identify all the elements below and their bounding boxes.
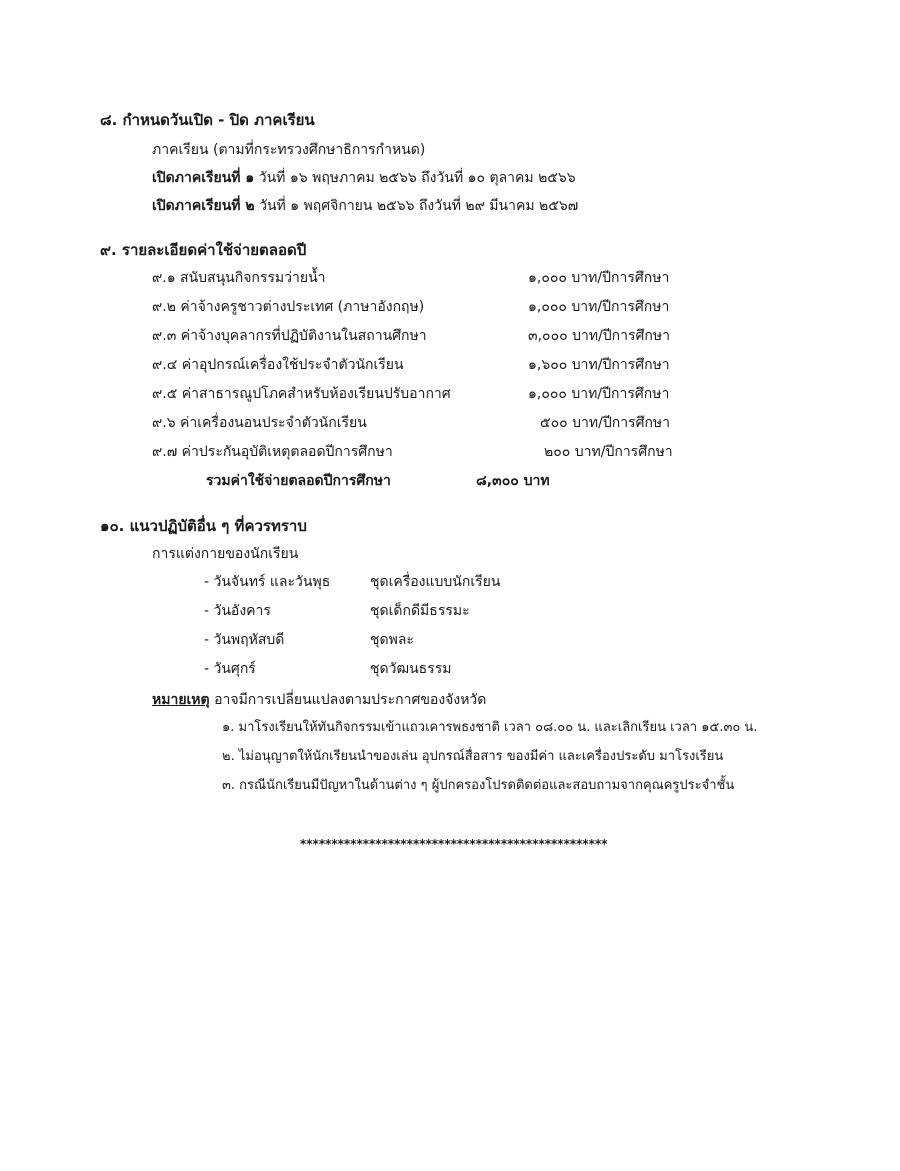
dress-day: - วันอังคาร xyxy=(204,603,271,619)
cost-item-amount: ๑,๖๐๐ บาท/ปีการศึกษา xyxy=(528,357,670,373)
section8-heading: ๘. กำหนดวันเปิด - ปิด ภาคเรียน xyxy=(100,111,315,129)
cost-item-label: ๙.๑ สนับสนุนกิจกรรมว่ายน้ำ xyxy=(152,270,326,286)
dress-outfit: ชุดเด็กดีมีธรรมะ xyxy=(370,603,470,619)
rule-item: ๒. ไม่อนุญาตให้นักเรียนนำของเล่น อุปกรณ์สื่อสาร ของมีค่า และเครื่องประดับ มาโรงเรียน xyxy=(222,749,724,764)
cost-item-label: ๙.๔ ค่าอุปกรณ์เครื่องใช้ประจำตัวนักเรียน xyxy=(152,357,404,373)
cost-item-amount: ๑,๐๐๐ บาท/ปีการศึกษา xyxy=(528,386,670,402)
cost-item-amount: ๑,๐๐๐ บาท/ปีการศึกษา xyxy=(528,299,670,315)
cost-item-amount: ๓,๐๐๐ บาท/ปีการศึกษา xyxy=(528,328,670,344)
section8-subtitle: ภาคเรียน (ตามที่กระทรวงศึกษาธิการกำหนด) xyxy=(152,142,426,158)
cost-item-amount: ๒๐๐ บาท/ปีการศึกษา xyxy=(544,444,673,460)
note-label: หมายเหตุ xyxy=(152,692,210,708)
dress-title: การแต่งกายของนักเรียน xyxy=(152,546,299,562)
section10-heading: ๑๐. แนวปฏิบัติอื่น ๆ ที่ควรทราบ xyxy=(100,517,307,535)
term2-dates: วันที่ ๑ พฤศจิกายน ๒๕๖๖ ถึงวันที่ ๒๙ มีนาคม ๒๕๖๗ xyxy=(259,198,579,214)
dress-day: - วันพฤหัสบดี xyxy=(204,632,285,648)
dress-outfit: ชุดวัฒนธรรม xyxy=(370,661,452,677)
dress-outfit: ชุดพละ xyxy=(370,632,414,648)
dress-day: - วันศุกร์ xyxy=(204,661,256,677)
cost-item-amount: ๑,๐๐๐ บาท/ปีการศึกษา xyxy=(528,270,670,286)
section9-heading: ๙. รายละเอียดค่าใช้จ่ายตลอดปี xyxy=(100,241,307,259)
term1-line xyxy=(152,168,576,188)
cost-item-label: ๙.๒ ค่าจ้างครูชาวต่างประเทศ (ภาษาอังกฤษ) xyxy=(152,299,425,315)
total-label: รวมค่าใช้จ่ายตลอดปีการศึกษา xyxy=(206,473,391,489)
cost-item-label: ๙.๓ ค่าจ้างบุคลากรที่ปฏิบัติงานในสถานศึกษา xyxy=(152,328,427,344)
cost-item-label: ๙.๗ ค่าประกันอุบัติเหตุตลอดปีการศึกษา xyxy=(152,444,393,460)
cost-item-label: ๙.๖ ค่าเครื่องนอนประจำตัวนักเรียน xyxy=(152,415,367,431)
note-text: อาจมีการเปลี่ยนแปลงตามประกาศของจังหวัด xyxy=(214,692,487,708)
divider: ************************************************* xyxy=(300,837,608,851)
rule-item: ๓. กรณีนักเรียนมีปัญหาในด้านต่าง ๆ ผู้ปกครองโปรดติดต่อและสอบถามจากคุณครูประจำชั้น xyxy=(222,778,735,793)
term1-dates: วันที่ ๑๖ พฤษภาคม ๒๕๖๖ ถึงวันที่ ๑๐ ตุลาคม ๒๕๖๖ xyxy=(258,170,576,186)
term1-label: เปิดภาคเรียนที่ ๑ xyxy=(152,170,255,186)
dress-day: - วันจันทร์ และวันพุธ xyxy=(204,574,331,590)
total-amount: ๘,๓๐๐ บาท xyxy=(476,473,550,489)
dress-outfit: ชุดเครื่องแบบนักเรียน xyxy=(370,574,501,590)
term2-line xyxy=(152,196,578,216)
rule-item: ๑. มาโรงเรียนให้ทันกิจกรรมเข้าแถวเคารพธงชาติ เวลา ๐๘.๐๐ น. และเลิกเรียน เวลา ๑๕.๓๐ น. xyxy=(222,720,758,735)
cost-item-label: ๙.๕ ค่าสาธารณูปโภคสำหรับห้องเรียนปรับอากาศ xyxy=(152,386,451,402)
term2-label: เปิดภาคเรียนที่ ๒ xyxy=(152,198,255,214)
note-line xyxy=(152,690,486,710)
cost-item-amount: ๕๐๐ บาท/ปีการศึกษา xyxy=(540,415,671,431)
